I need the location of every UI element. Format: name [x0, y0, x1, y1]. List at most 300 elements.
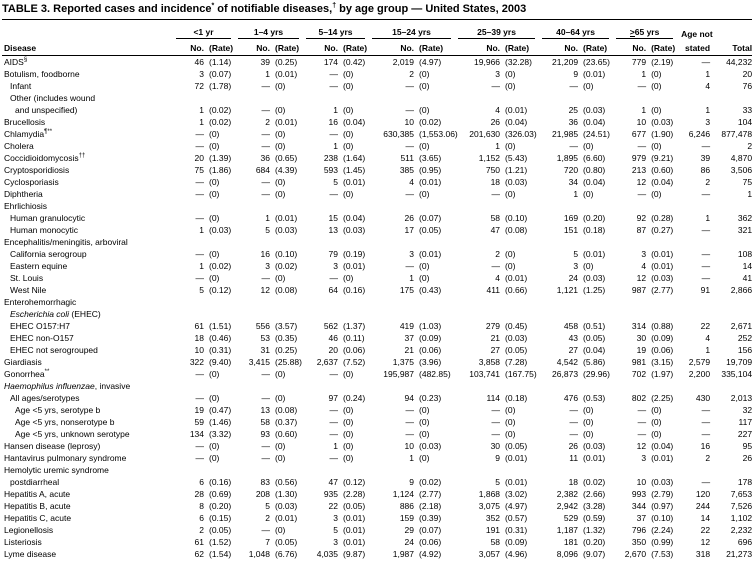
count-cell: 21 [490, 333, 501, 343]
count-cell: 181 [563, 537, 579, 547]
col-group-15-24yrs: 15–24 yrs [370, 21, 456, 39]
rate-cell [646, 380, 678, 392]
rate-cell: (3.32) [209, 429, 232, 439]
count-cell: 31 [260, 345, 270, 355]
count-cell: 2,382 [556, 489, 579, 499]
count-cell: 93 [260, 429, 270, 439]
count-cell: 19 [636, 345, 647, 355]
total-cell [710, 236, 752, 248]
rate-cell: (5.86) [583, 357, 606, 367]
rate-cell: (0) [505, 189, 516, 199]
count-cell: 556 [255, 321, 270, 331]
total-cell: 19,709 [726, 357, 753, 367]
rate-cell: (7.28) [505, 357, 528, 367]
rate-cell [338, 464, 370, 476]
count-cell: 16 [328, 117, 338, 127]
count-cell: 39 [260, 57, 270, 67]
total-cell: 75 [742, 177, 753, 187]
count-cell: 10 [636, 477, 647, 487]
count-cell: 1,895 [556, 153, 579, 163]
rate-cell: (0.10) [275, 249, 298, 259]
age-not-stated-cell: 1 [705, 105, 711, 115]
rate-cell: (0) [209, 129, 220, 139]
count-cell: 191 [485, 525, 501, 535]
count-cell: — [569, 417, 579, 427]
disease-name: Hepatitis A, acute [4, 489, 71, 499]
rate-cell: (9.87) [343, 549, 366, 559]
age-not-stated-cell [678, 308, 710, 320]
count-cell: 5 [265, 225, 270, 235]
count-cell: 314 [631, 321, 647, 331]
rate-cell: (0.01) [505, 273, 528, 283]
rate-cell [578, 464, 614, 476]
count-cell: — [195, 177, 204, 187]
count-cell: 213 [631, 165, 647, 175]
rate-cell: (0.02) [419, 477, 442, 487]
count-cell [456, 464, 500, 476]
table-row [2, 476, 752, 488]
count-cell: 1 [495, 141, 501, 151]
rate-cell: (0.23) [419, 393, 442, 403]
rate-cell: (0.66) [505, 285, 528, 295]
disease-name: Cyclosporiasis [4, 177, 59, 187]
count-cell: 59 [194, 417, 204, 427]
total-cell: 108 [737, 249, 753, 259]
col-stated: stated [678, 39, 710, 56]
section-row [2, 200, 752, 212]
count-cell [614, 464, 646, 476]
total-cell: 2,866 [730, 285, 753, 295]
count-cell: — [195, 369, 204, 379]
count-cell: 24 [404, 537, 415, 547]
col-no: No. [370, 39, 414, 56]
count-cell: 3 [573, 261, 579, 271]
total-cell: 321 [737, 225, 753, 235]
count-cell: — [195, 273, 204, 283]
table-row [2, 164, 752, 176]
rate-cell: (0.12) [209, 285, 232, 295]
count-cell: 5 [265, 501, 270, 511]
rate-cell: (4.92) [419, 549, 442, 559]
count-cell: 195,987 [383, 369, 415, 379]
count-cell: — [261, 81, 270, 91]
count-cell: 12 [636, 273, 647, 283]
count-cell: 75 [194, 165, 204, 175]
rate-cell: (0.03) [505, 333, 528, 343]
count-cell: — [261, 105, 270, 115]
rate-cell: (0.04) [651, 441, 674, 451]
count-cell [304, 296, 338, 308]
rate-cell: (0) [343, 429, 354, 439]
total-cell [710, 200, 752, 212]
total-cell: 76 [742, 81, 753, 91]
age-not-stated-cell [678, 236, 710, 248]
disease-name: EHEC O157:H7 [10, 321, 70, 331]
count-cell: 1,187 [556, 525, 579, 535]
count-cell: 18 [194, 333, 204, 343]
count-cell: 17 [404, 225, 415, 235]
rate-cell: (0.60) [275, 429, 298, 439]
rate-cell: (0.02) [583, 477, 606, 487]
total-cell: 7,653 [730, 489, 753, 499]
total-cell: 2,013 [730, 393, 753, 403]
count-cell: 26 [568, 441, 579, 451]
count-cell: 10 [404, 117, 415, 127]
rate-cell: (0) [419, 189, 430, 199]
total-cell: 14 [742, 261, 753, 271]
count-cell [236, 200, 270, 212]
age-not-stated-cell: 318 [695, 549, 711, 559]
rate-cell: (6.60) [583, 153, 606, 163]
rate-cell: (0.04) [651, 177, 674, 187]
rate-cell: (0) [419, 81, 430, 91]
count-cell: 26,873 [552, 369, 579, 379]
rate-cell: (0.08) [275, 405, 298, 415]
count-cell: 94 [404, 393, 415, 403]
age-not-stated-cell: 2 [705, 453, 711, 463]
total-cell: 1 [747, 189, 753, 199]
table-row [2, 116, 752, 128]
count-cell: 43 [568, 333, 579, 343]
rate-cell: (0.01) [343, 513, 366, 523]
count-cell: 174 [323, 57, 338, 67]
disease-name: Cryptosporidiosis [4, 165, 70, 175]
count-cell: 47 [490, 225, 501, 235]
rate-cell: (0.19) [343, 249, 366, 259]
rate-cell: (1.52) [209, 537, 232, 547]
count-cell: 27 [490, 345, 501, 355]
count-cell: 175 [399, 285, 415, 295]
col-group-1-4yrs: 1–4 yrs [236, 21, 304, 39]
count-cell [614, 236, 646, 248]
disease-name: Coccidioidomycosis†† [4, 153, 86, 163]
rate-cell [578, 200, 614, 212]
section-row [2, 236, 752, 248]
disease-name: Legionellosis [4, 525, 54, 535]
count-cell [456, 308, 500, 320]
age-not-stated-cell: — [701, 57, 711, 67]
age-not-stated-cell: — [701, 249, 711, 259]
rate-cell: (0.11) [343, 333, 365, 343]
table-row [2, 68, 752, 80]
rate-cell: (0) [419, 429, 430, 439]
col-no: No. [174, 39, 204, 56]
rate-cell: (1.37) [343, 321, 366, 331]
disease-name: Encephalitis/meningitis, arboviral [4, 237, 128, 247]
count-cell: 21,985 [552, 129, 579, 139]
rate-cell [646, 200, 678, 212]
rate-cell: (0) [651, 429, 662, 439]
rate-cell: (32.28) [505, 57, 532, 67]
count-cell [174, 380, 204, 392]
count-cell: 37 [404, 333, 415, 343]
rate-cell: (0.95) [419, 165, 442, 175]
count-cell: — [261, 525, 270, 535]
rate-cell: (0) [275, 273, 286, 283]
age-not-stated-cell [678, 464, 710, 476]
disease-name: Human monocytic [10, 225, 79, 235]
rate-cell: (0) [651, 81, 662, 91]
rate-cell: (0.01) [343, 177, 366, 187]
count-cell: — [637, 81, 647, 91]
count-cell [540, 464, 578, 476]
count-cell: — [491, 189, 501, 199]
count-cell: 979 [631, 153, 647, 163]
total-cell: 2 [747, 141, 753, 151]
count-cell: 26 [490, 117, 501, 127]
rate-cell: (9.21) [651, 153, 674, 163]
count-cell [304, 200, 338, 212]
rate-cell: (0.18) [505, 393, 528, 403]
count-cell: 47 [328, 477, 338, 487]
rate-cell: (0.04) [583, 177, 606, 187]
count-cell: — [195, 141, 204, 151]
count-cell: — [405, 141, 415, 151]
rate-cell: (0.60) [651, 165, 674, 175]
col-no: No. [236, 39, 270, 56]
count-cell: 28 [194, 489, 204, 499]
rate-cell: (0) [505, 261, 516, 271]
rate-cell: (167.75) [505, 369, 537, 379]
count-cell: 3 [333, 261, 338, 271]
count-cell: — [195, 393, 204, 403]
count-cell: 344 [631, 501, 647, 511]
age-not-stated-cell: 91 [700, 285, 711, 295]
rate-cell: (4.97) [419, 57, 442, 67]
table-row [2, 332, 752, 344]
rate-cell: (0) [419, 69, 430, 79]
count-cell: 19,966 [474, 57, 501, 67]
disease-name: West Nile [10, 285, 47, 295]
rate-cell: (0) [343, 81, 354, 91]
count-cell: — [491, 261, 501, 271]
count-cell: 3 [265, 261, 270, 271]
table-row [2, 212, 752, 224]
col-rate: (Rate) [204, 39, 236, 56]
rate-cell: (3.57) [275, 321, 298, 331]
count-cell: 4,542 [556, 357, 579, 367]
column-group-row [2, 21, 752, 39]
rate-cell: (0.01) [275, 513, 298, 523]
rate-cell: (2.25) [651, 393, 674, 403]
count-cell: — [491, 429, 501, 439]
rate-cell: (0.10) [651, 513, 674, 523]
count-cell [236, 236, 270, 248]
total-cell: 32 [742, 405, 753, 415]
rate-cell [414, 296, 456, 308]
count-cell [540, 380, 578, 392]
rate-cell: (0.01) [343, 261, 366, 271]
disease-name: EHEC non-O157 [10, 333, 74, 343]
count-cell: 16 [260, 249, 270, 259]
rate-cell: (0.01) [343, 537, 366, 547]
rate-cell: (1.39) [209, 153, 232, 163]
rate-cell [578, 92, 614, 104]
rate-cell: (0) [343, 69, 354, 79]
count-cell: 53 [260, 333, 270, 343]
count-cell: — [637, 417, 647, 427]
count-cell: — [569, 405, 579, 415]
rate-cell: (0) [419, 105, 430, 115]
count-cell [614, 200, 646, 212]
disease-name: Haemophilus influenzae, invasive [4, 381, 131, 391]
table-row [2, 272, 752, 284]
count-cell [174, 92, 204, 104]
rate-cell: (0.51) [583, 321, 606, 331]
count-cell: 796 [631, 525, 647, 535]
rate-cell: (0.06) [419, 345, 442, 355]
rate-cell: (0.39) [419, 513, 442, 523]
count-cell: 10 [194, 345, 204, 355]
count-cell: 593 [323, 165, 338, 175]
rate-cell [500, 200, 540, 212]
count-cell: 169 [563, 213, 579, 223]
count-cell: 64 [328, 285, 338, 295]
col-rate: (Rate) [646, 39, 678, 56]
count-cell: 87 [636, 225, 647, 235]
rate-cell: (0.07) [419, 213, 442, 223]
rate-cell: (0.43) [419, 285, 442, 295]
count-cell: 92 [636, 213, 647, 223]
rate-cell: (0.01) [275, 69, 298, 79]
count-cell: 36 [568, 117, 579, 127]
count-cell: 886 [399, 501, 415, 511]
rate-cell: (0.42) [343, 57, 366, 67]
count-cell [370, 308, 414, 320]
rate-cell: (0.01) [343, 525, 366, 535]
section-row [2, 464, 752, 476]
rate-cell: (0) [209, 213, 220, 223]
rate-cell: (0) [275, 453, 286, 463]
disease-name: Hansen disease (leprosy) [4, 441, 101, 451]
rate-cell: (0.06) [651, 345, 674, 355]
rate-cell: (2.19) [651, 57, 674, 67]
count-cell [174, 200, 204, 212]
count-cell: 1,121 [556, 285, 579, 295]
age-not-stated-cell: — [701, 273, 711, 283]
rate-cell: (326.03) [505, 129, 537, 139]
rate-cell [414, 380, 456, 392]
rate-cell: (0) [275, 81, 286, 91]
age-not-stated-cell: — [701, 477, 711, 487]
rate-cell: (0) [275, 189, 286, 199]
rate-cell: (0) [419, 417, 430, 427]
count-cell [236, 296, 270, 308]
count-cell: — [569, 141, 579, 151]
rate-cell: (0.03) [651, 477, 674, 487]
rate-cell: (0) [651, 141, 662, 151]
count-cell: 5 [333, 177, 338, 187]
rate-cell: (0.05) [505, 345, 528, 355]
count-cell: 2 [495, 249, 501, 259]
table-row [2, 524, 752, 536]
count-cell: — [491, 81, 501, 91]
footnote-marker: †† [78, 153, 86, 160]
count-cell: 9 [495, 453, 501, 463]
count-cell: 993 [631, 489, 647, 499]
rate-cell: (6.76) [275, 549, 298, 559]
rate-cell: (0) [419, 405, 430, 415]
disease-name: Enterohemorrhagic [4, 297, 77, 307]
count-cell [456, 236, 500, 248]
count-cell [174, 464, 204, 476]
col-no: No. [540, 39, 578, 56]
rate-cell: (3.02) [505, 489, 528, 499]
count-cell: 3,858 [478, 357, 501, 367]
rate-cell: (0.02) [209, 117, 232, 127]
rate-cell: (0.04) [583, 345, 606, 355]
count-cell: 511 [400, 153, 415, 163]
table-row [2, 548, 752, 560]
rate-cell: (1.51) [209, 321, 232, 331]
rate-cell: (0.08) [505, 225, 528, 235]
count-cell: 1 [333, 441, 338, 451]
count-cell [614, 296, 646, 308]
count-cell: — [329, 129, 338, 139]
age-not-stated-cell: 2,200 [688, 369, 711, 379]
count-cell [236, 308, 270, 320]
disease-name: Ehrlichiosis [4, 201, 47, 211]
rate-cell: (9.40) [209, 357, 232, 367]
disease-column-spacer [2, 21, 174, 39]
disease-name: Infant [10, 81, 32, 91]
rate-cell: (0.56) [275, 477, 298, 487]
count-cell: — [405, 405, 415, 415]
age-not-stated-cell [678, 200, 710, 212]
rate-cell: (0) [275, 525, 286, 535]
count-cell: 2,637 [316, 357, 338, 367]
rate-cell: (0) [209, 189, 220, 199]
count-cell: 1 [265, 213, 270, 223]
age-not-stated-cell: 1 [705, 345, 711, 355]
rate-cell: (0.09) [505, 537, 528, 547]
count-cell: 1 [573, 189, 579, 199]
footnote-marker: § [23, 57, 28, 64]
count-cell [540, 92, 578, 104]
disease-name: Other (includes wound [10, 93, 96, 103]
count-cell: — [329, 189, 338, 199]
count-cell: 2,670 [624, 549, 647, 559]
count-cell: 2 [265, 513, 270, 523]
rate-cell: (0.01) [275, 213, 298, 223]
rate-cell: (0.01) [583, 249, 606, 259]
rate-cell: (2.77) [419, 489, 442, 499]
rate-cell [578, 296, 614, 308]
rate-cell: (0.04) [505, 117, 528, 127]
rate-cell [578, 380, 614, 392]
count-cell [236, 92, 270, 104]
total-cell: 41 [742, 273, 753, 283]
rate-cell: (0.57) [505, 513, 528, 523]
rate-cell [204, 236, 236, 248]
rate-cell: (0.02) [209, 105, 232, 115]
rate-cell: (0.59) [583, 513, 606, 523]
rate-cell: (0.16) [343, 285, 366, 295]
count-cell: 58 [490, 213, 501, 223]
count-cell: 1 [641, 69, 647, 79]
col-group-ge65yrs: >65 yrs [614, 21, 678, 39]
rate-cell: (0.27) [651, 225, 674, 235]
rate-cell: (0) [209, 369, 220, 379]
rate-cell [500, 92, 540, 104]
rate-cell [270, 308, 304, 320]
count-cell: 2,019 [392, 57, 415, 67]
count-cell: 5 [573, 249, 579, 259]
rate-cell [500, 464, 540, 476]
count-cell: 159 [399, 513, 415, 523]
rate-cell: (3.96) [419, 357, 442, 367]
count-cell [174, 236, 204, 248]
